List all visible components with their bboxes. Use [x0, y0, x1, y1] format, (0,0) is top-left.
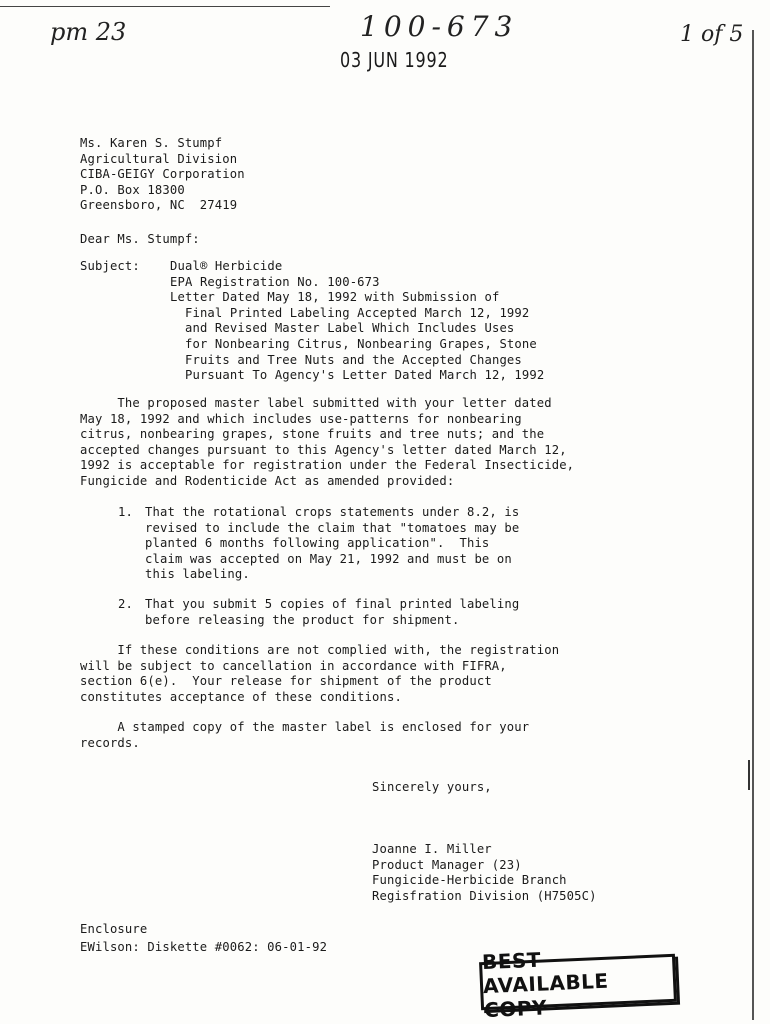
recipient-line: Ms. Karen S. Stumpf: [80, 136, 223, 150]
condition-line: That you submit 5 copies of final printed labeling: [145, 597, 520, 611]
recipient-line: P.O. Box 18300: [80, 182, 185, 197]
paragraph-line: The proposed master label submitted with your letter dated: [80, 396, 552, 410]
subject-line: Pursuant To Agency's Letter Dated March 12, 1992: [170, 368, 545, 383]
paragraph-line: Fungicide and Rodenticide Act as amended provided:: [80, 473, 455, 488]
recipient-address: [80, 136, 245, 214]
condition-line: this labeling.: [145, 567, 250, 582]
body-paragraph-1: [80, 396, 574, 490]
subject-label: Subject:: [80, 259, 140, 273]
paragraph-line: will be subject to cancellation in accordance with FIFRA,: [80, 658, 507, 673]
condition-line: revised to include the claim that "tomatoes may be: [145, 520, 520, 535]
paragraph-line: records.: [80, 735, 140, 750]
date-stamp: 03 JUN 1992: [340, 48, 449, 72]
handwritten-registration-number: 100-673: [360, 10, 519, 43]
best-available-copy-stamp: BEST AVAILABLE COPY: [479, 954, 677, 1011]
condition-line: claim was accepted on May 21, 1992 and must be on: [145, 551, 512, 566]
footer-reference: EWilson: Diskette #0062: 06-01-92: [80, 940, 328, 954]
scan-edge-right-mark: [748, 760, 750, 790]
subject-line: Fruits and Tree Nuts and the Accepted Changes: [170, 352, 522, 367]
condition-1-text: [145, 505, 519, 583]
condition-2-text: [145, 597, 519, 628]
body-paragraph-3: [80, 720, 529, 751]
paragraph-line: May 18, 1992 and which includes use-patterns for nonbearing: [80, 411, 522, 426]
paragraph-line: 1992 is acceptable for registration under the Federal Insecticide,: [80, 458, 575, 473]
condition-2-number: 2.: [118, 597, 133, 611]
handwritten-note-top-left: pm 23: [50, 18, 127, 46]
signature-line: Regisfration Division (H7505C): [372, 888, 597, 903]
subject-line: for Nonbearing Citrus, Nonbearing Grapes, Stone: [170, 336, 537, 351]
condition-line: That the rotational crops statements under 8.2, is: [145, 505, 520, 519]
paragraph-line: accepted changes pursuant to this Agency's letter dated March 12,: [80, 442, 567, 457]
condition-1-number: 1.: [118, 505, 133, 519]
paragraph-line: section 6(e). Your release for shipment of the product: [80, 674, 492, 689]
subject-line: Letter Dated May 18, 1992 with Submission of: [170, 290, 500, 305]
signature-block: [372, 842, 597, 904]
subject-line: Dual® Herbicide: [170, 259, 283, 273]
paragraph-line: citrus, nonbearing grapes, stone fruits and tree nuts; and the: [80, 427, 545, 442]
subject-line: Final Printed Labeling Accepted March 12, 1992: [170, 305, 530, 320]
paragraph-line: constitutes acceptance of these conditions.: [80, 689, 402, 704]
scan-edge-top: [0, 6, 330, 7]
recipient-line: Greensboro, NC 27419: [80, 198, 238, 213]
signature-line: Joanne I. Miller: [372, 842, 492, 856]
enclosure-note: Enclosure: [80, 922, 148, 936]
recipient-line: Agricultural Division: [80, 151, 238, 166]
subject-line: EPA Registration No. 100-673: [170, 274, 380, 289]
subject-block: [170, 259, 544, 384]
handwritten-page-count: 1 of 5: [680, 22, 744, 47]
subject-line: and Revised Master Label Which Includes Uses: [170, 321, 515, 336]
body-paragraph-2: [80, 643, 559, 705]
recipient-line: CIBA-GEIGY Corporation: [80, 167, 245, 182]
paragraph-line: If these conditions are not complied with, the registration: [80, 643, 560, 657]
condition-line: planted 6 months following application". This: [145, 536, 490, 551]
signature-line: Product Manager (23): [372, 857, 522, 872]
salutation: Dear Ms. Stumpf:: [80, 232, 200, 246]
scan-edge-right: [752, 30, 754, 1020]
paragraph-line: A stamped copy of the master label is enclosed for your: [80, 720, 530, 734]
condition-line: before releasing the product for shipment.: [145, 612, 460, 627]
closing: Sincerely yours,: [372, 780, 492, 794]
signature-line: Fungicide-Herbicide Branch: [372, 873, 567, 888]
